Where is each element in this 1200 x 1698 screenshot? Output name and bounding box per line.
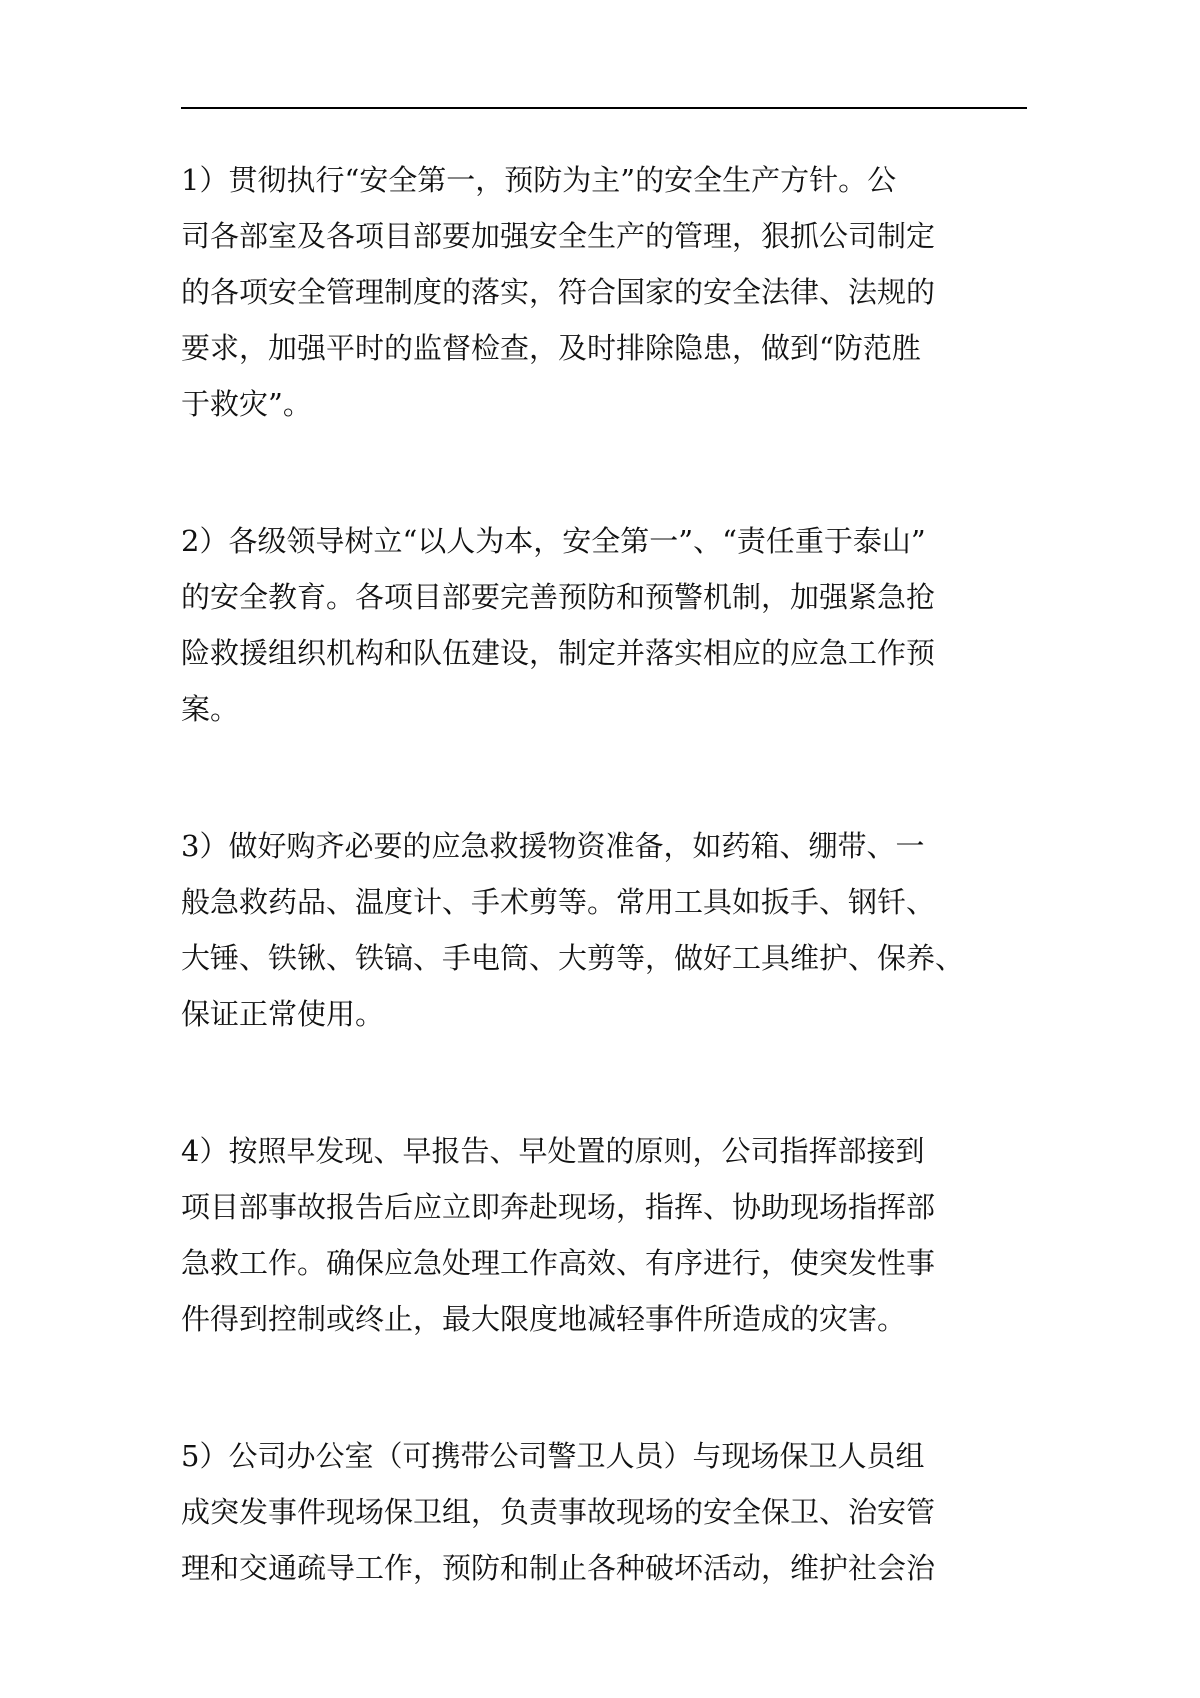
paragraph-line: 理和交通疏导工作，预防和制止各种破坏活动，维护社会治 xyxy=(181,1551,936,1585)
paragraph-4 xyxy=(181,1123,1051,1347)
paragraph-line: 件得到控制或终止，最大限度地减轻事件所造成的灾害。 xyxy=(181,1302,907,1336)
paragraph-line: 案。 xyxy=(181,692,240,726)
paragraph-3 xyxy=(181,818,1051,1042)
paragraph-line: 大锤、铁锹、铁镐、手电筒、大剪等，做好工具维护、保养、 xyxy=(181,941,965,975)
paragraph-line: 险救援组织机构和队伍建设，制定并落实相应的应急工作预 xyxy=(181,636,936,670)
paragraph-line: 3）做好购齐必要的应急救援物资准备，如药箱、绷带、一 xyxy=(181,829,925,863)
paragraph-5 xyxy=(181,1428,1051,1596)
paragraph-line: 般急救药品、温度计、手术剪等。常用工具如扳手、钢钎、 xyxy=(181,885,936,919)
paragraph-line: 1）贯彻执行“安全第一，预防为主”的安全生产方针。公 xyxy=(181,163,897,197)
paragraph-line: 于救灾”。 xyxy=(181,387,312,421)
paragraph-1 xyxy=(181,152,1051,432)
paragraph-line: 要求，加强平时的监督检查，及时排除隐患，做到“防范胜 xyxy=(181,331,921,365)
paragraph-line: 2）各级领导树立“以人为本，安全第一”、“责任重于泰山” xyxy=(181,524,926,558)
paragraph-line: 成突发事件现场保卫组，负责事故现场的安全保卫、治安管 xyxy=(181,1495,936,1529)
paragraph-line: 急救工作。确保应急处理工作高效、有序进行，使突发性事 xyxy=(181,1246,936,1280)
paragraph-line: 的安全教育。各项目部要完善预防和预警机制，加强紧急抢 xyxy=(181,580,936,614)
paragraph-line: 4）按照早发现、早报告、早处置的原则，公司指挥部接到 xyxy=(181,1134,925,1168)
paragraph-line: 的各项安全管理制度的落实，符合国家的安全法律、法规的 xyxy=(181,275,936,309)
paragraph-line: 项目部事故报告后应立即奔赴现场，指挥、协助现场指挥部 xyxy=(181,1190,936,1224)
paragraph-line: 司各部室及各项目部要加强安全生产的管理，狠抓公司制定 xyxy=(181,219,936,253)
paragraph-line: 保证正常使用。 xyxy=(181,997,385,1031)
document-body xyxy=(181,152,1051,1677)
header-rule xyxy=(181,107,1027,109)
paragraph-line: 5）公司办公室（可携带公司警卫人员）与现场保卫人员组 xyxy=(181,1439,925,1473)
paragraph-2 xyxy=(181,513,1051,737)
